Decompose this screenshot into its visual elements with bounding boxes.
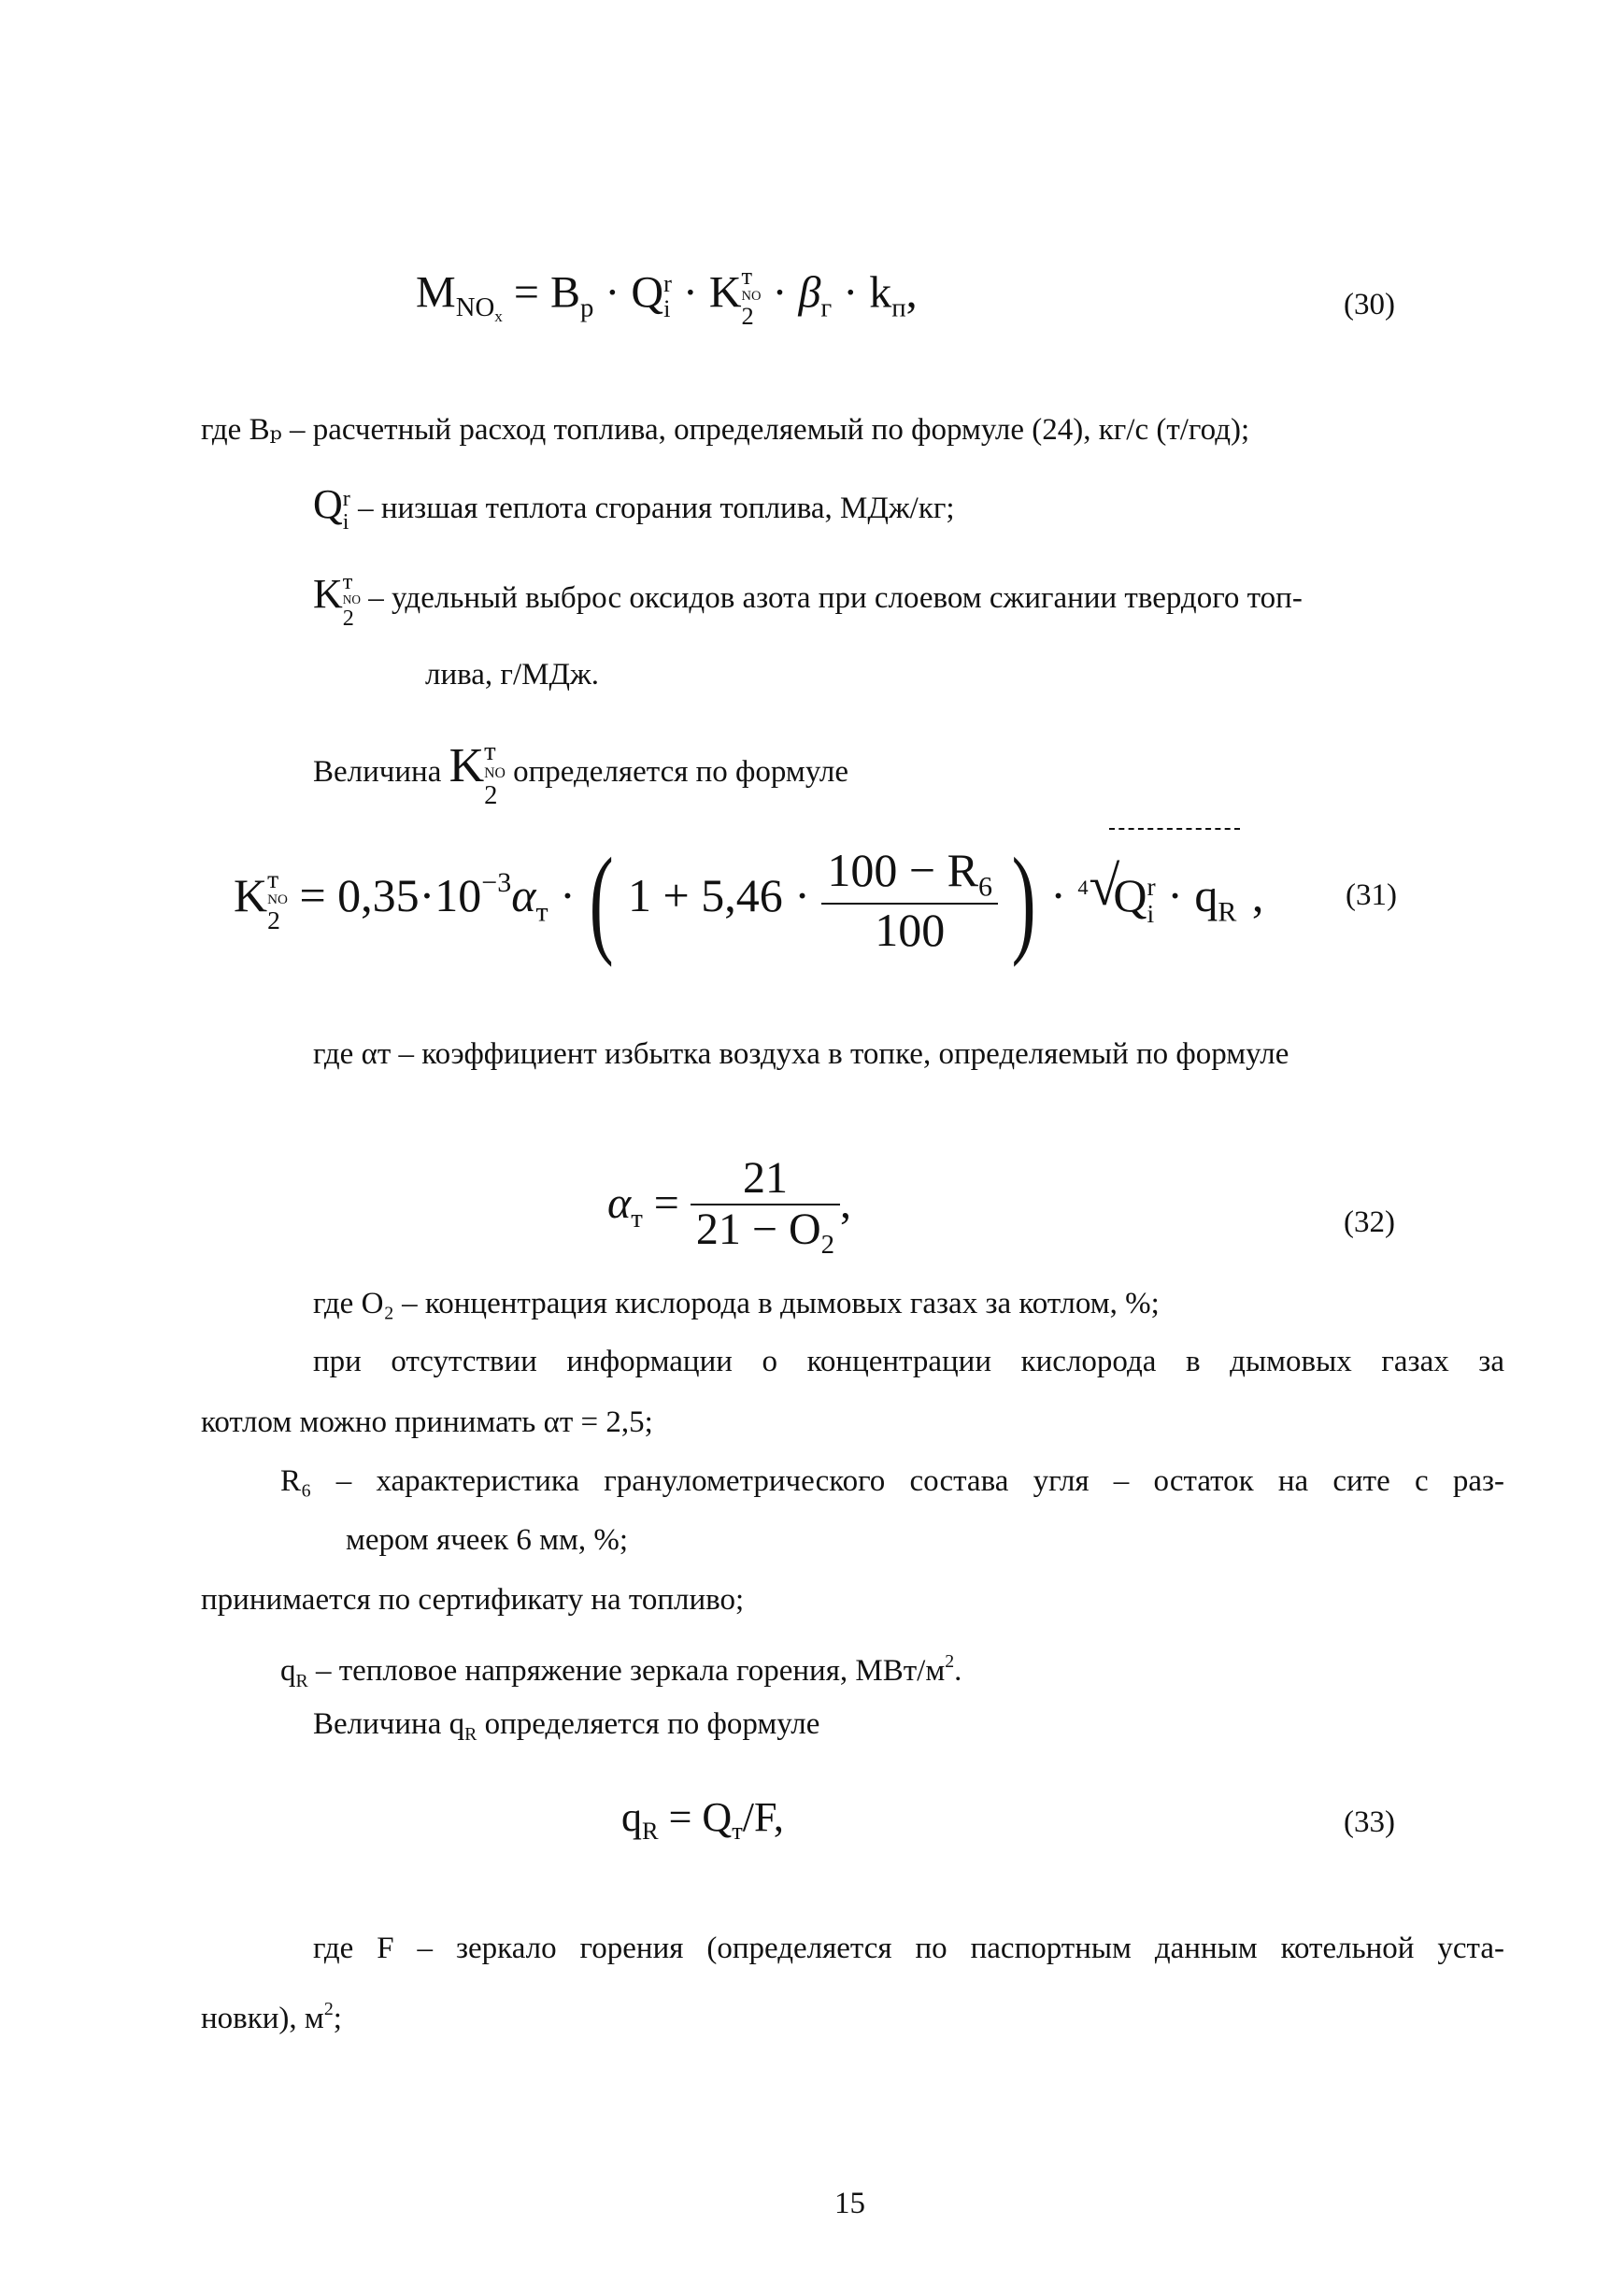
text-where-o2: где O₂ – концентрация кислорода в дымовых газах за котлом, %; [313,1287,1160,1320]
text-where-f-1: где F – зеркало горения (определяется по паспортным данным котельной уста- [313,1932,1504,1965]
text-no-info-1: при отсутствии информации о концентрации кислорода в дымовых газах за [313,1345,1504,1378]
text-velichina-qr: Величина $q_R$ определяется по формуле [313,1707,820,1745]
equation-30: $M_{NO_x} = B_р \cdot Q$ r i · K т NO 2 · $\beta_г \cdot k_п$, [416,262,918,330]
equation-33: $q_R = Q_т/F$, [621,1794,784,1846]
text-where-bp: где Bₚ – расчетный расход топлива, определяемый по формуле (24), кг/с (т/год); [201,413,1250,447]
equation-32: $\alpha_т$ = $\frac{21}{21 - O_2}$ , [607,1153,852,1260]
text-qr-def: $q_R$ – тепловое напряжение зеркала горения, МВт/$м^2$. [280,1651,962,1691]
text-where-f-2: новки), $м^2$; [201,1999,342,2035]
equation-33-number: (33) [1344,1805,1395,1839]
page-number: 15 [834,2187,865,2220]
text-velichina-k: Величина K т NO 2 определяется по формуле [313,737,848,810]
text-def-q: Q r i – низшая теплота сгорания топлива, МДж/кг; [313,481,955,535]
text-def-k-cont: лива, г/МДж. [425,658,600,692]
text-certificate: принимается по сертификату на топливо; [201,1583,745,1617]
equation-30-number: (30) [1344,288,1395,321]
equation-31-number: (31) [1346,878,1397,912]
text-no-info-2: котлом можно принимать αт = 2,5; [201,1405,653,1439]
text-def-k: K т NO 2 – удельный выброс оксидов азота при слоевом сжигании твердого топ- [313,569,1303,632]
equation-32-number: (32) [1344,1205,1395,1239]
text-where-alpha: где αт – коэффициент избытка воздуха в топке, определяемый по формуле [313,1037,1289,1071]
equation-31: K т NO 2 = $0,35\cdot 10^{-3}\alpha_т$ · ( 1 + 5,46 · $\frac{100 - R_6}{100}$ ) · 4 √ Q r i · $q_R$ , [234,818,1263,958]
text-r6-2: мером ячеек 6 мм, %; [346,1523,629,1557]
text-r6-1: R₆ – характеристика гранулометрического состава угля – остаток на сите с раз- [280,1464,1504,1498]
